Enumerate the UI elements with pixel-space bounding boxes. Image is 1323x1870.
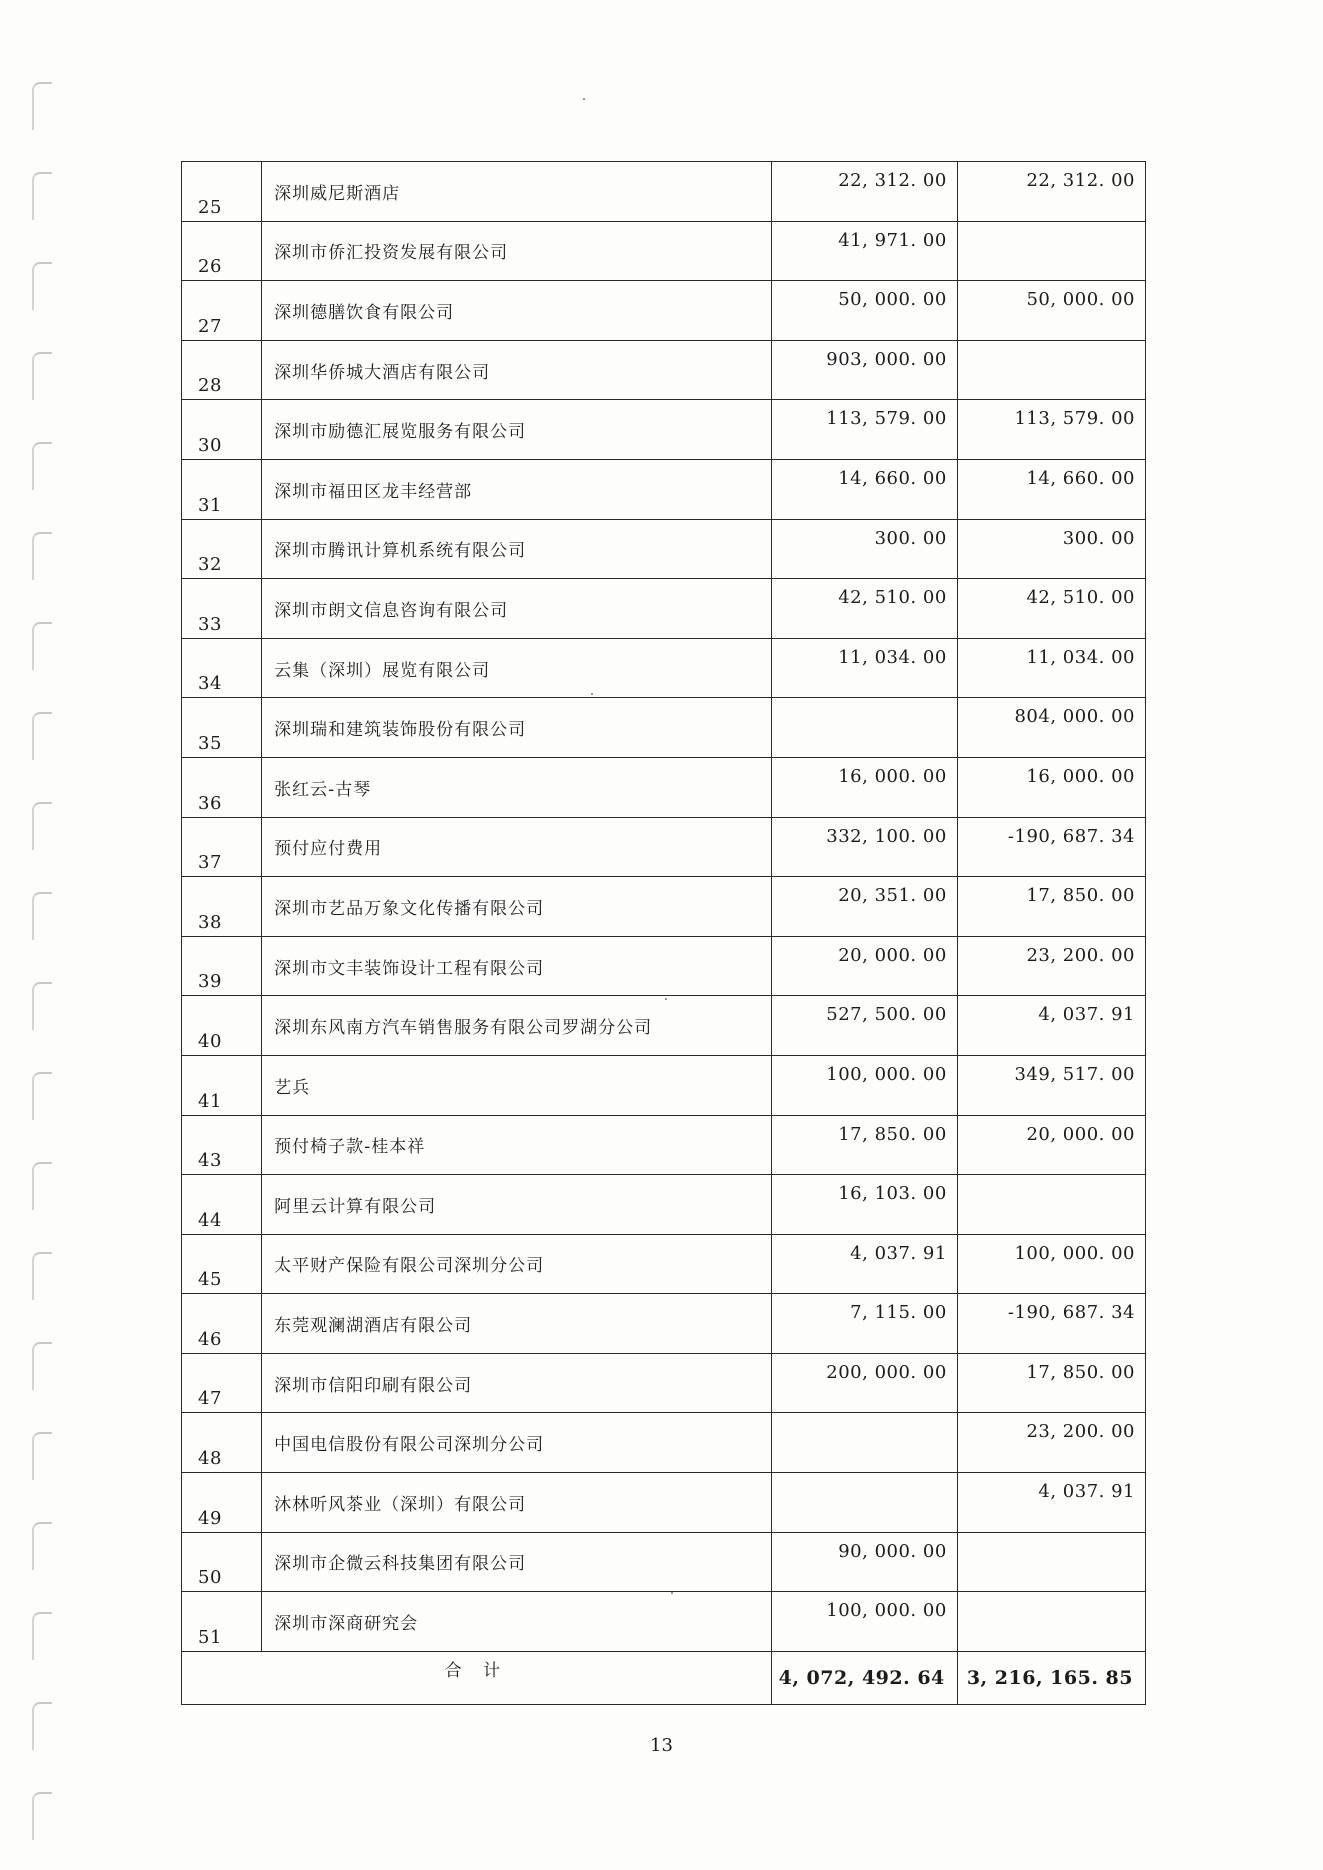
table-row	[182, 459, 1146, 519]
company-name: 阿里云计算有限公司	[262, 1175, 772, 1235]
row-number: 34	[182, 638, 262, 698]
row-number: 38	[182, 877, 262, 937]
binding-hole	[32, 532, 52, 580]
previous-amount	[957, 1175, 1145, 1235]
company-name: 艺兵	[262, 1055, 772, 1115]
row-number: 30	[182, 400, 262, 460]
previous-amount: 20, 000. 00	[957, 1115, 1145, 1175]
current-amount: 300. 00	[771, 519, 957, 579]
binding-hole	[32, 712, 52, 760]
previous-amount: 17, 850. 00	[957, 1353, 1145, 1413]
current-amount: 42, 510. 00	[771, 579, 957, 639]
company-name: 深圳市艺品万象文化传播有限公司	[262, 877, 772, 937]
table-row	[182, 221, 1146, 281]
binding-hole	[32, 82, 52, 130]
previous-amount: -190, 687. 34	[957, 1294, 1145, 1354]
current-amount: 90, 000. 00	[771, 1532, 957, 1592]
company-name: 深圳市企微云科技集团有限公司	[262, 1532, 772, 1592]
previous-amount	[957, 221, 1145, 281]
table-row	[182, 1115, 1146, 1175]
table-row	[182, 579, 1146, 639]
table-row	[182, 1294, 1146, 1354]
total-previous-amount: 3, 216, 165. 85	[957, 1651, 1145, 1704]
previous-amount: 16, 000. 00	[957, 757, 1145, 817]
previous-amount: 50, 000. 00	[957, 281, 1145, 341]
current-amount: 200, 000. 00	[771, 1353, 957, 1413]
previous-amount: 42, 510. 00	[957, 579, 1145, 639]
company-name: 深圳瑞和建筑装饰股份有限公司	[262, 698, 772, 758]
row-number: 40	[182, 996, 262, 1056]
company-name: 深圳市文丰装饰设计工程有限公司	[262, 936, 772, 996]
current-amount	[771, 1473, 957, 1533]
row-number: 31	[182, 459, 262, 519]
previous-amount	[957, 1532, 1145, 1592]
previous-amount	[957, 1592, 1145, 1652]
binding-hole	[32, 802, 52, 850]
previous-amount: 4, 037. 91	[957, 1473, 1145, 1533]
current-amount: 7, 115. 00	[771, 1294, 957, 1354]
row-number: 48	[182, 1413, 262, 1473]
current-amount: 50, 000. 00	[771, 281, 957, 341]
binding-hole	[32, 172, 52, 220]
current-amount: 16, 103. 00	[771, 1175, 957, 1235]
company-name: 深圳华侨城大酒店有限公司	[262, 340, 772, 400]
current-amount: 11, 034. 00	[771, 638, 957, 698]
total-row	[182, 1651, 1146, 1704]
row-number: 25	[182, 162, 262, 222]
current-amount: 41, 971. 00	[771, 221, 957, 281]
binding-holes	[32, 0, 72, 1870]
table-row	[182, 1473, 1146, 1533]
company-name: 深圳东风南方汽车销售服务有限公司罗湖分公司	[262, 996, 772, 1056]
current-amount: 20, 000. 00	[771, 936, 957, 996]
row-number: 47	[182, 1353, 262, 1413]
table-row	[182, 996, 1146, 1056]
previous-amount: 17, 850. 00	[957, 877, 1145, 937]
previous-amount: 100, 000. 00	[957, 1234, 1145, 1294]
row-number: 39	[182, 936, 262, 996]
scan-speck	[583, 98, 585, 100]
binding-hole	[32, 892, 52, 940]
table-row	[182, 698, 1146, 758]
binding-hole	[32, 1612, 52, 1660]
company-name: 云集（深圳）展览有限公司	[262, 638, 772, 698]
row-number: 50	[182, 1532, 262, 1592]
binding-hole	[32, 1072, 52, 1120]
current-amount: 903, 000. 00	[771, 340, 957, 400]
previous-amount: 11, 034. 00	[957, 638, 1145, 698]
company-name: 太平财产保险有限公司深圳分公司	[262, 1234, 772, 1294]
company-name: 深圳市励德汇展览服务有限公司	[262, 400, 772, 460]
table-row	[182, 281, 1146, 341]
company-name: 深圳市腾讯计算机系统有限公司	[262, 519, 772, 579]
binding-hole	[32, 442, 52, 490]
row-number: 43	[182, 1115, 262, 1175]
binding-hole	[32, 1792, 52, 1840]
total-label: 合 计	[182, 1651, 772, 1704]
table-row	[182, 340, 1146, 400]
previous-amount: -190, 687. 34	[957, 817, 1145, 877]
table-row	[182, 400, 1146, 460]
table-row	[182, 1413, 1146, 1473]
total-current-amount: 4, 072, 492. 64	[771, 1651, 957, 1704]
binding-hole	[32, 1342, 52, 1390]
table-row	[182, 638, 1146, 698]
page-number: 13	[650, 1735, 673, 1756]
table-row	[182, 757, 1146, 817]
table-body	[182, 162, 1146, 1652]
company-name: 深圳市朗文信息咨询有限公司	[262, 579, 772, 639]
previous-amount: 4, 037. 91	[957, 996, 1145, 1056]
current-amount: 113, 579. 00	[771, 400, 957, 460]
row-number: 44	[182, 1175, 262, 1235]
row-number: 51	[182, 1592, 262, 1652]
current-amount: 16, 000. 00	[771, 757, 957, 817]
row-number: 46	[182, 1294, 262, 1354]
binding-hole	[32, 262, 52, 310]
company-name: 东莞观澜湖酒店有限公司	[262, 1294, 772, 1354]
binding-hole	[32, 622, 52, 670]
row-number: 37	[182, 817, 262, 877]
company-name: 深圳德膳饮食有限公司	[262, 281, 772, 341]
row-number: 32	[182, 519, 262, 579]
binding-hole	[32, 352, 52, 400]
table-row	[182, 1234, 1146, 1294]
current-amount: 100, 000. 00	[771, 1592, 957, 1652]
row-number: 45	[182, 1234, 262, 1294]
company-name: 沐林听风茶业（深圳）有限公司	[262, 1473, 772, 1533]
table-row	[182, 817, 1146, 877]
table-row	[182, 1055, 1146, 1115]
previous-amount: 804, 000. 00	[957, 698, 1145, 758]
binding-hole	[32, 1252, 52, 1300]
table-row	[182, 1592, 1146, 1652]
row-number: 49	[182, 1473, 262, 1533]
table-row	[182, 162, 1146, 222]
company-name: 深圳威尼斯酒店	[262, 162, 772, 222]
current-amount	[771, 1413, 957, 1473]
previous-amount: 23, 200. 00	[957, 1413, 1145, 1473]
company-name: 深圳市侨汇投资发展有限公司	[262, 221, 772, 281]
current-amount: 332, 100. 00	[771, 817, 957, 877]
row-number: 28	[182, 340, 262, 400]
binding-hole	[32, 1432, 52, 1480]
table-row	[182, 936, 1146, 996]
row-number: 36	[182, 757, 262, 817]
receivables-table	[181, 161, 1146, 1705]
company-name: 深圳市福田区龙丰经营部	[262, 459, 772, 519]
company-name: 预付应付费用	[262, 817, 772, 877]
company-name: 中国电信股份有限公司深圳分公司	[262, 1413, 772, 1473]
row-number: 26	[182, 221, 262, 281]
company-name: 深圳市信阳印刷有限公司	[262, 1353, 772, 1413]
current-amount: 4, 037. 91	[771, 1234, 957, 1294]
previous-amount: 300. 00	[957, 519, 1145, 579]
company-name: 深圳市深商研究会	[262, 1592, 772, 1652]
table-row	[182, 519, 1146, 579]
table-row	[182, 877, 1146, 937]
company-name: 预付椅子款-桂本祥	[262, 1115, 772, 1175]
table-row	[182, 1353, 1146, 1413]
previous-amount: 23, 200. 00	[957, 936, 1145, 996]
binding-hole	[32, 1522, 52, 1570]
row-number: 41	[182, 1055, 262, 1115]
current-amount: 20, 351. 00	[771, 877, 957, 937]
current-amount: 17, 850. 00	[771, 1115, 957, 1175]
current-amount: 14, 660. 00	[771, 459, 957, 519]
row-number: 35	[182, 698, 262, 758]
table-row	[182, 1175, 1146, 1235]
binding-hole	[32, 982, 52, 1030]
previous-amount: 113, 579. 00	[957, 400, 1145, 460]
row-number: 33	[182, 579, 262, 639]
previous-amount: 22, 312. 00	[957, 162, 1145, 222]
row-number: 27	[182, 281, 262, 341]
current-amount	[771, 698, 957, 758]
previous-amount: 14, 660. 00	[957, 459, 1145, 519]
company-name: 张红云-古琴	[262, 757, 772, 817]
previous-amount	[957, 340, 1145, 400]
current-amount: 22, 312. 00	[771, 162, 957, 222]
previous-amount: 349, 517. 00	[957, 1055, 1145, 1115]
current-amount: 100, 000. 00	[771, 1055, 957, 1115]
table-row	[182, 1532, 1146, 1592]
binding-hole	[32, 1162, 52, 1210]
current-amount: 527, 500. 00	[771, 996, 957, 1056]
